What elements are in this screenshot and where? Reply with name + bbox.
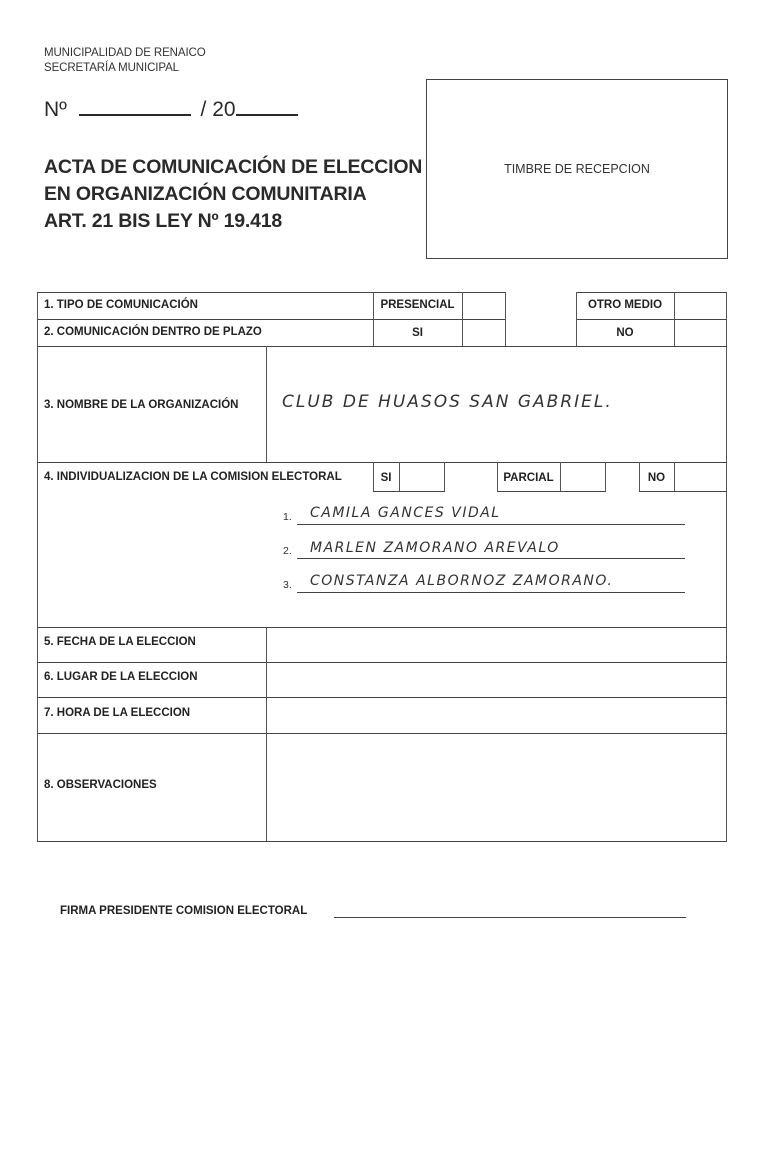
signature-line[interactable]: [334, 917, 686, 918]
checkbox-presencial[interactable]: [463, 293, 505, 319]
row-divider: [37, 319, 505, 320]
election-time-field[interactable]: [268, 698, 725, 732]
checkbox-within-deadline-no[interactable]: [675, 320, 726, 346]
option-si-label: SI: [412, 327, 423, 339]
reception-stamp-label: TIMBRE DE RECEPCION: [504, 162, 650, 176]
member-underline: [297, 558, 685, 559]
box-bottom: [373, 491, 445, 492]
reception-stamp-box: [426, 79, 728, 259]
option-otro-medio-label: OTRO MEDIO: [587, 299, 663, 311]
document-number: [44, 98, 298, 122]
option-no-label: NO: [647, 472, 666, 484]
row-divider: [37, 346, 727, 347]
member-name[interactable]: CAMILA GANCES VIDAL: [310, 505, 501, 521]
title-line-1: ACTA DE COMUNICACIÓN DE ELECCION: [44, 156, 423, 178]
organization-name-value[interactable]: CLUB DE HUASOS SAN GABRIEL.: [282, 392, 613, 412]
column-divider: [444, 462, 445, 491]
title-line-2: EN ORGANIZACIÓN COMUNITARIA: [44, 183, 367, 205]
number-prefix: Nº: [44, 98, 67, 121]
member-number: 3.: [283, 579, 292, 591]
row-divider: [37, 462, 727, 463]
department-name: SECRETARÍA MUNICIPAL: [44, 62, 179, 74]
checkbox-commission-no[interactable]: [675, 463, 726, 491]
election-date-field[interactable]: [268, 628, 725, 661]
field-label-election-date: 5. FECHA DE LA ELECCION: [44, 636, 196, 648]
number-field[interactable]: [79, 98, 191, 116]
column-divider: [505, 292, 506, 346]
member-number: 2.: [283, 545, 292, 557]
column-divider: [266, 346, 267, 462]
field-label-within-deadline: 2. COMUNICACIÓN DENTRO DE PLAZO: [44, 326, 262, 338]
table-border-right: [726, 292, 727, 842]
box-bottom: [639, 491, 727, 492]
document-title: [44, 154, 422, 235]
field-label-organization-name: 3. NOMBRE DE LA ORGANIZACIÓN: [44, 399, 239, 411]
column-divider: [605, 462, 606, 491]
observations-field[interactable]: [268, 734, 725, 840]
checkbox-commission-si[interactable]: [400, 463, 444, 491]
institution-header: [44, 46, 206, 76]
option-si-label: SI: [380, 472, 392, 484]
option-presencial-label: PRESENCIAL: [380, 299, 455, 311]
checkbox-otro-medio[interactable]: [675, 293, 726, 319]
signature-label: FIRMA PRESIDENTE COMISION ELECTORAL: [60, 905, 308, 917]
member-name[interactable]: CONSTANZA ALBORNOZ ZAMORANO.: [310, 573, 614, 589]
field-label-electoral-commission: 4. INDIVIDUALIZACION DE LA COMISION ELECTORAL: [44, 471, 342, 483]
row-divider: [37, 841, 727, 842]
field-label-election-time: 7. HORA DE LA ELECCION: [44, 707, 191, 719]
field-label-communication-type: 1. TIPO DE COMUNICACIÓN: [44, 299, 198, 311]
column-divider: [266, 627, 267, 841]
member-number: 1.: [283, 511, 292, 523]
member-underline: [297, 592, 685, 593]
member-name[interactable]: MARLEN ZAMORANO AREVALO: [310, 540, 560, 556]
field-label-election-place: 6. LUGAR DE LA ELECCION: [44, 671, 198, 683]
year-field[interactable]: [236, 98, 298, 116]
checkbox-within-deadline-si[interactable]: [463, 320, 505, 346]
election-place-field[interactable]: [268, 663, 725, 696]
box-bottom: [497, 491, 606, 492]
field-label-observations: 8. OBSERVACIONES: [44, 779, 157, 791]
number-separator: / 20: [200, 98, 236, 121]
member-underline: [297, 524, 685, 525]
title-line-3: ART. 21 BIS LEY Nº 19.418: [44, 210, 283, 232]
row-divider: [37, 292, 505, 293]
institution-name: MUNICIPALIDAD DE RENAICO: [44, 47, 206, 59]
table-border-left: [37, 292, 38, 842]
checkbox-commission-parcial[interactable]: [561, 463, 605, 491]
option-no-label: NO: [616, 327, 634, 339]
option-parcial-label: PARCIAL: [503, 472, 554, 484]
